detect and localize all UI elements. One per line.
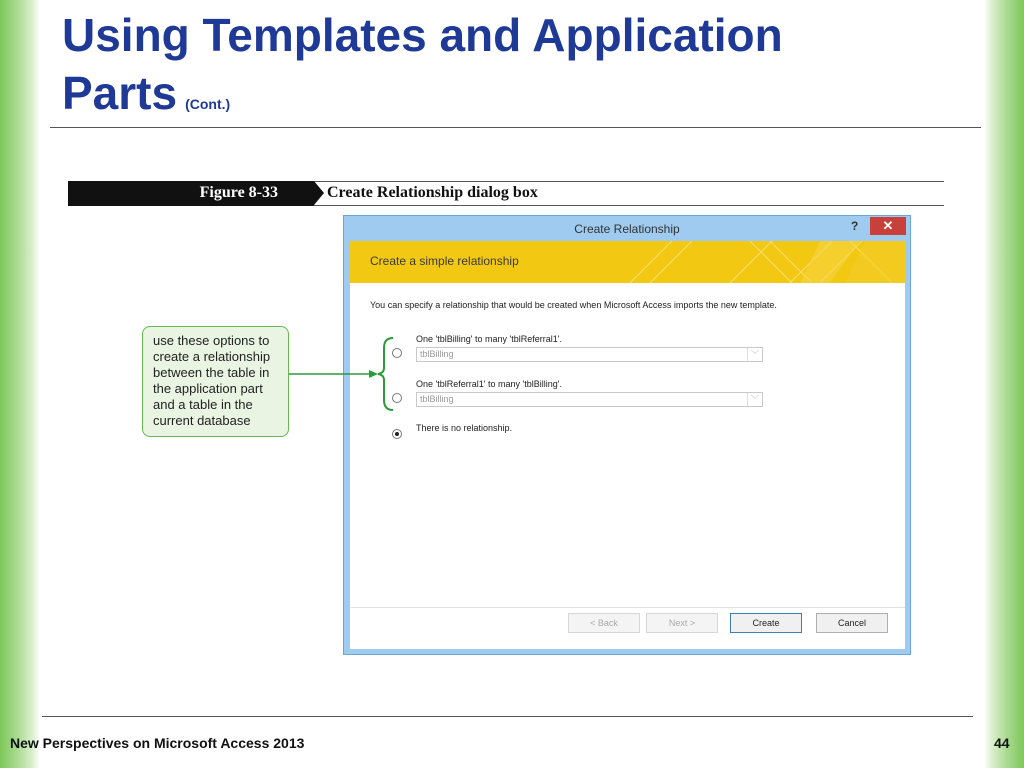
chevron-down-icon[interactable]: ﹀ xyxy=(747,348,762,361)
slide-title-line1: Using Templates and Application xyxy=(62,9,783,61)
left-green-bar xyxy=(0,0,40,768)
create-button[interactable]: Create xyxy=(730,613,802,633)
option-1-combo-value: tblBilling xyxy=(420,349,454,359)
option-2-combo[interactable] xyxy=(416,392,763,407)
figure-label: Figure 8-33 xyxy=(199,184,278,201)
option-1-radio[interactable] xyxy=(392,348,402,358)
option-2-label: One 'tblReferral1' to many 'tblBilling'. xyxy=(416,379,562,389)
cancel-button[interactable]: Cancel xyxy=(816,613,888,633)
intro-text: You can specify a relationship that would be created when Microsoft Access imports the new template. xyxy=(370,300,777,310)
option-1-label: One 'tblBilling' to many 'tblReferral1'. xyxy=(416,334,562,344)
right-green-bar xyxy=(984,0,1024,768)
figure-caption: Create Relationship dialog box xyxy=(327,184,538,201)
back-button[interactable]: < Back xyxy=(568,613,640,633)
footer-divider xyxy=(42,716,973,717)
help-icon[interactable]: ? xyxy=(851,219,859,233)
dialog-body xyxy=(350,241,905,649)
option-2-radio[interactable] xyxy=(392,393,402,403)
next-button[interactable]: Next > xyxy=(646,613,718,633)
option-2-combo-value: tblBilling xyxy=(420,394,454,404)
footer-text: New Perspectives on Microsoft Access 2013 xyxy=(10,735,305,751)
banner-text: Create a simple relationship xyxy=(370,254,519,268)
chevron-down-icon[interactable]: ﹀ xyxy=(747,393,762,406)
slide-title-line2-text: Parts xyxy=(62,67,178,119)
dialog-title: Create Relationship xyxy=(574,222,680,236)
slide-title-cont: (Cont.) xyxy=(185,96,231,112)
option-3-radio[interactable] xyxy=(392,429,402,439)
option-1-combo[interactable] xyxy=(416,347,763,362)
create-relationship-dialog xyxy=(343,215,911,655)
wizard-banner xyxy=(350,241,905,283)
page-number: 44 xyxy=(994,735,1010,751)
slide-title xyxy=(62,6,962,133)
close-button[interactable]: ✕ xyxy=(870,217,906,235)
callout-text: use these options to create a relationship between the table in the application part and a table in the current database xyxy=(153,333,271,428)
option-3-label: There is no relationship. xyxy=(416,423,513,433)
dialog-footer-divider xyxy=(350,607,905,608)
figure-arrow-icon xyxy=(314,181,324,205)
slide-title-line2 xyxy=(62,64,962,133)
figure-label-bar xyxy=(68,181,314,206)
title-divider xyxy=(50,127,981,128)
callout-box xyxy=(142,326,289,437)
